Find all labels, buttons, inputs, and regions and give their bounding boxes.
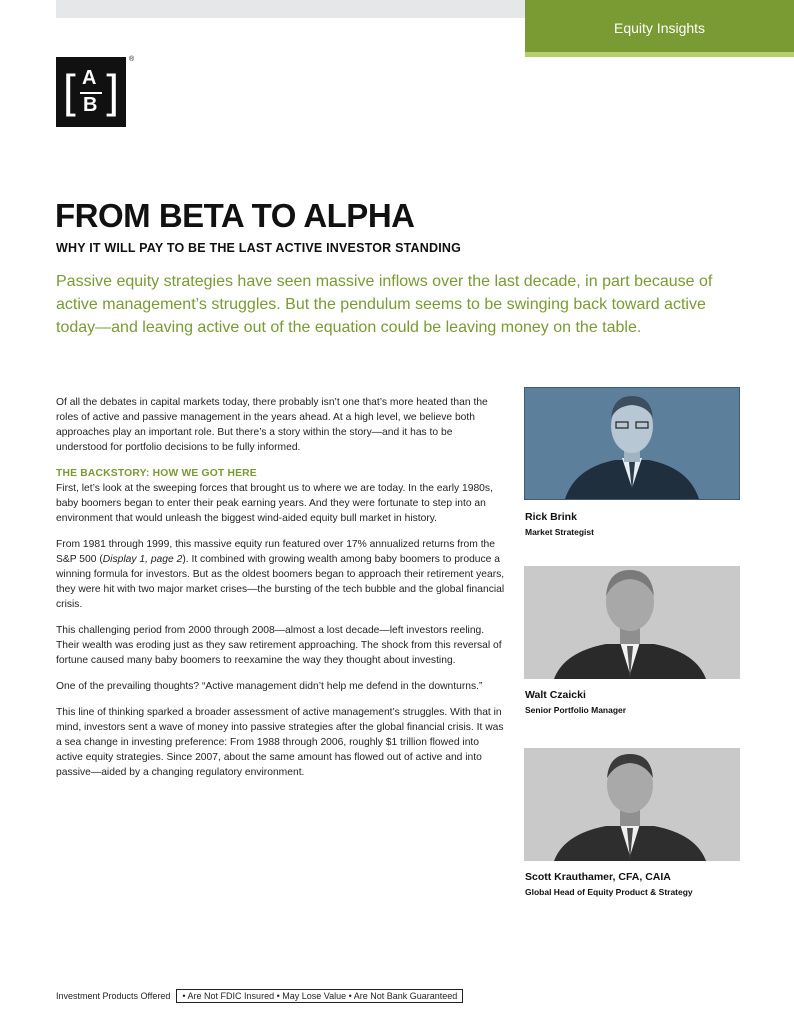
display-reference: Display 1, page 2: [102, 554, 183, 565]
logo-left-bracket: [: [63, 65, 76, 117]
body-paragraph-4: This challenging period from 2000 through 2008—almost a lost decade—left investors reeling. Their wealth was eroding just as they saw retirement approaching. The shock from this reversal of fortune caused many baby boomers to reexamine the way they thought about investing.: [56, 625, 502, 666]
body-paragraph-2: First, let’s look at the sweeping forces that brought us to where we are today. In the early 1980s, baby boomers began to enter their peak earning years. And they were fortunate to step into an environment that would unleash the biggest wind-aided equity bull market in history.: [56, 483, 493, 524]
disclaimer-box: • Are Not FDIC Insured • May Lose Value • Are Not Bank Guaranteed: [176, 989, 463, 1003]
lede-paragraph: Passive equity strategies have seen massive inflows over the last decade, in part because of active management’s struggles. But the pendulum seems to be swinging back toward active today—and leaving active out of the equation could be leaving money on the table.: [56, 273, 713, 336]
article-body: [56, 395, 506, 791]
disclaimer: [56, 989, 463, 1003]
body-paragraph-1: Of all the debates in capital markets today, there probably isn’t one that’s more heated than the roles of active and passive management in the years ahead. At a high level, we believe both approaches play an important role. But there’s a story within the story—and it has to be understood for portfolio decisions to be fully informed.: [56, 397, 488, 453]
body-paragraph-3: [56, 537, 506, 612]
body-paragraph-5: One of the prevailing thoughts? “Active management didn’t help me defend in the downturns.”: [56, 681, 483, 692]
body-paragraph-3-start: From 1981 through 1999, this massive equity run featured over 17% annualized returns from the S&P 500 (: [56, 539, 496, 565]
author-name: Rick Brink: [525, 511, 577, 523]
author-role: Market Strategist: [525, 527, 594, 537]
disclaimer-label: Investment Products Offered: [56, 991, 171, 1001]
author-role: Global Head of Equity Product & Strategy: [525, 887, 693, 897]
section-tag: Equity Insights: [525, 0, 794, 57]
author-photo-rick-brink: [524, 387, 740, 500]
body-paragraph-3-end: ). It combined with growing wealth among baby boomers to produce a winning formula for investors. But as the oldest boomers began to approach their retirement years, they were hit with two major market crises—the bursting of the tech bubble and the global financial crisis.: [56, 554, 505, 610]
author-name: Walt Czaicki: [525, 689, 586, 701]
logo-right-bracket: ]: [106, 65, 119, 117]
portrait-silhouette-icon: [525, 388, 739, 499]
author-photo-scott-krauthamer: [524, 748, 740, 861]
section-heading-backstory: THE BACKSTORY: HOW WE GOT HERE: [56, 468, 257, 479]
author-role: Senior Portfolio Manager: [525, 705, 627, 715]
logo-letter-a: A: [82, 67, 97, 89]
logo-letter-b: B: [83, 94, 98, 116]
body-paragraph-6: This line of thinking sparked a broader assessment of active management’s struggles. With that in mind, investors sent a wave of money into passive strategies after the global financial crisis. It was a sea change in investing preference: From 1988 through 2006, roughly $1 trillion flowed into active equity strategies. Since 2007, about the same amount has flowed out of active and into passive—aided by a changing regulatory environment.: [56, 707, 504, 778]
registered-mark: ®: [129, 56, 135, 63]
author-photo-walt-czaicki: [524, 566, 740, 679]
portrait-silhouette-icon: [524, 748, 740, 861]
page-title: FROM BETA TO ALPHA: [55, 197, 415, 234]
author-name: Scott Krauthamer, CFA, CAIA: [525, 871, 671, 883]
portrait-silhouette-icon: [524, 566, 740, 679]
ab-logo: [56, 57, 126, 127]
page-subtitle: WHY IT WILL PAY TO BE THE LAST ACTIVE INVESTOR STANDING: [56, 241, 462, 255]
